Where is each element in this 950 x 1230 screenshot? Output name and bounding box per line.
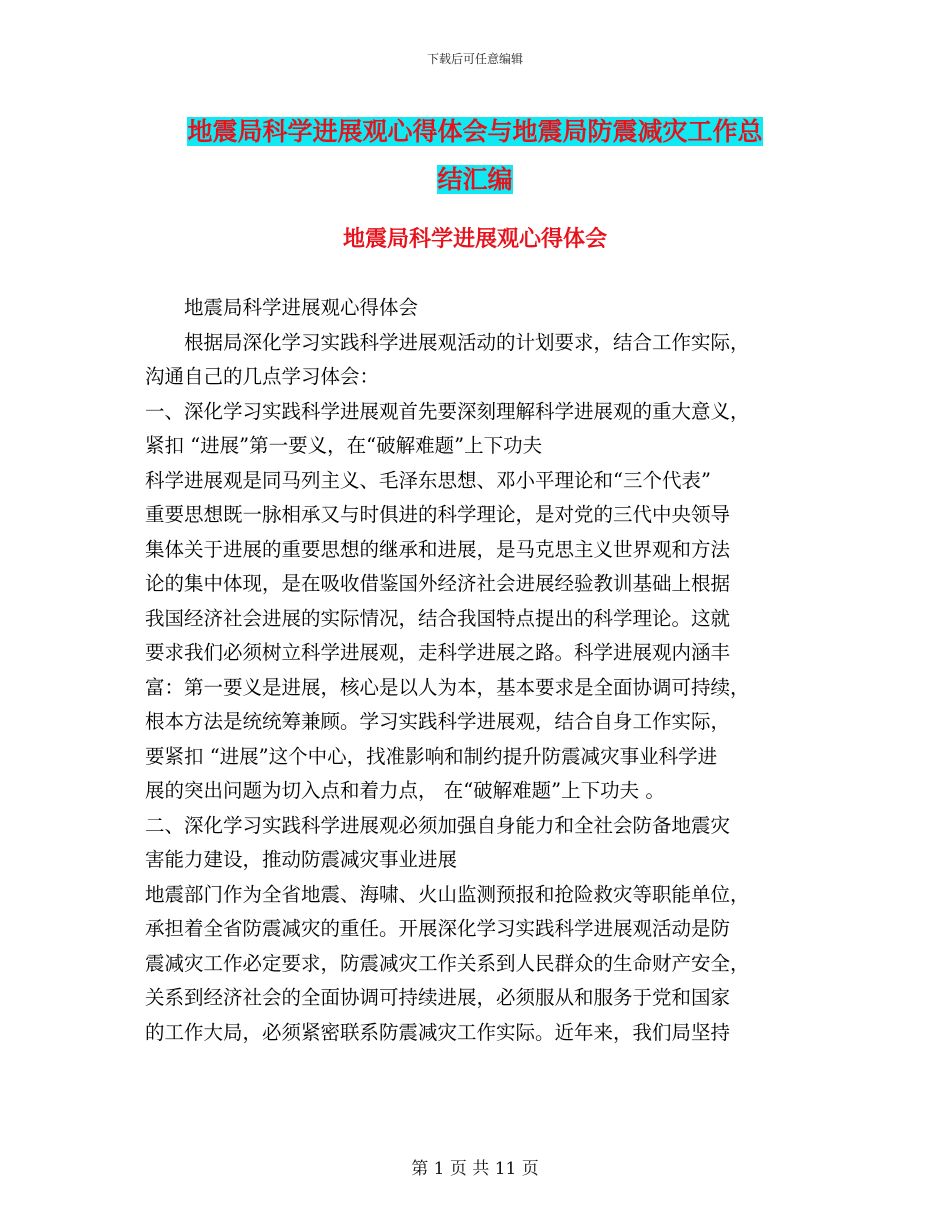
text-line: 地震局科学进展观心得体会 bbox=[145, 296, 419, 319]
text-line: 论的集中体现，是在吸收借鉴国外经济社会进展经验教训基础上根据 bbox=[145, 572, 731, 595]
text-line: 震减灾工作必定要求，防震减灾工作关系到人民群众的生命财产安全， bbox=[145, 951, 750, 975]
page-header: 下载后可任意编辑 bbox=[426, 52, 523, 66]
text-line: 关系到经济社会的全面协调可持续进展，必须服从和服务于党和国家 bbox=[145, 986, 731, 1009]
text-line: 展的突出问题为切入点和着力点， 在“破解难题”上下功夫 。 bbox=[145, 779, 665, 802]
text-line: 根本方法是统统筹兼顾。学习实践科学进展观，结合自身工作实际， bbox=[145, 710, 731, 733]
text-line: 一、深化学习实践科学进展观首先要深刻理解科学进展观的重大意义， bbox=[145, 399, 750, 423]
text-line: 二、深化学习实践科学进展观必须加强自身能力和全社会防备地震灾 bbox=[145, 813, 731, 837]
text-line: 的工作大局，必须紧密联系防震减灾工作实际。近年来，我们局坚持 bbox=[145, 1020, 731, 1044]
text-line: 沟通自己的几点学习体会： bbox=[145, 365, 380, 388]
text-line: 我国经济社会进展的实际情况，结合我国特点提出的科学理论。这就 bbox=[145, 606, 731, 630]
page-footer: 第 1 页 共 11 页 bbox=[411, 1159, 539, 1179]
text-line: 要紧扣 “进展”这个中心，找准影响和制约提升防震减灾事业科学进 bbox=[145, 744, 718, 768]
text-line: 集体关于进展的重要思想的继承和进展，是马克思主义世界观和方法 bbox=[145, 537, 731, 561]
text-line: 要求我们必须树立科学进展观，走科学进展之路。科学进展观内涵丰 bbox=[145, 641, 731, 664]
document-title bbox=[150, 108, 800, 204]
text-line: 富：第一要义是进展，核心是以人为本，基本要求是全面协调可持续， bbox=[145, 675, 750, 699]
text-line: 根据局深化学习实践科学进展观活动的计划要求，结合工作实际， bbox=[145, 330, 750, 354]
title-line-1: 地震局科学进展观心得体会与地震局防震减灾工作总 bbox=[187, 117, 763, 146]
title-line-2: 结汇编 bbox=[437, 165, 513, 194]
section-title: 地震局科学进展观心得体会 bbox=[342, 227, 607, 252]
text-line: 紧扣 “进展”第一要义，在“破解难题”上下功夫 bbox=[145, 434, 543, 457]
text-line: 地震部门作为全省地震、海啸、火山监测预报和抢险救灾等职能单位， bbox=[145, 882, 750, 906]
text-line: 重要思想既一脉相承又与时俱进的科学理论，是对党的三代中央领导 bbox=[145, 503, 731, 526]
text-line: 害能力建设，推动防震减灾事业进展 bbox=[145, 848, 458, 871]
text-line: 科学进展观是同马列主义、毛泽东思想、邓小平理论和“三个代表” bbox=[145, 468, 711, 492]
body-text bbox=[145, 291, 813, 1050]
text-line: 承担着全省防震减灾的重任。开展深化学习实践科学进展观活动是防 bbox=[145, 917, 731, 940]
